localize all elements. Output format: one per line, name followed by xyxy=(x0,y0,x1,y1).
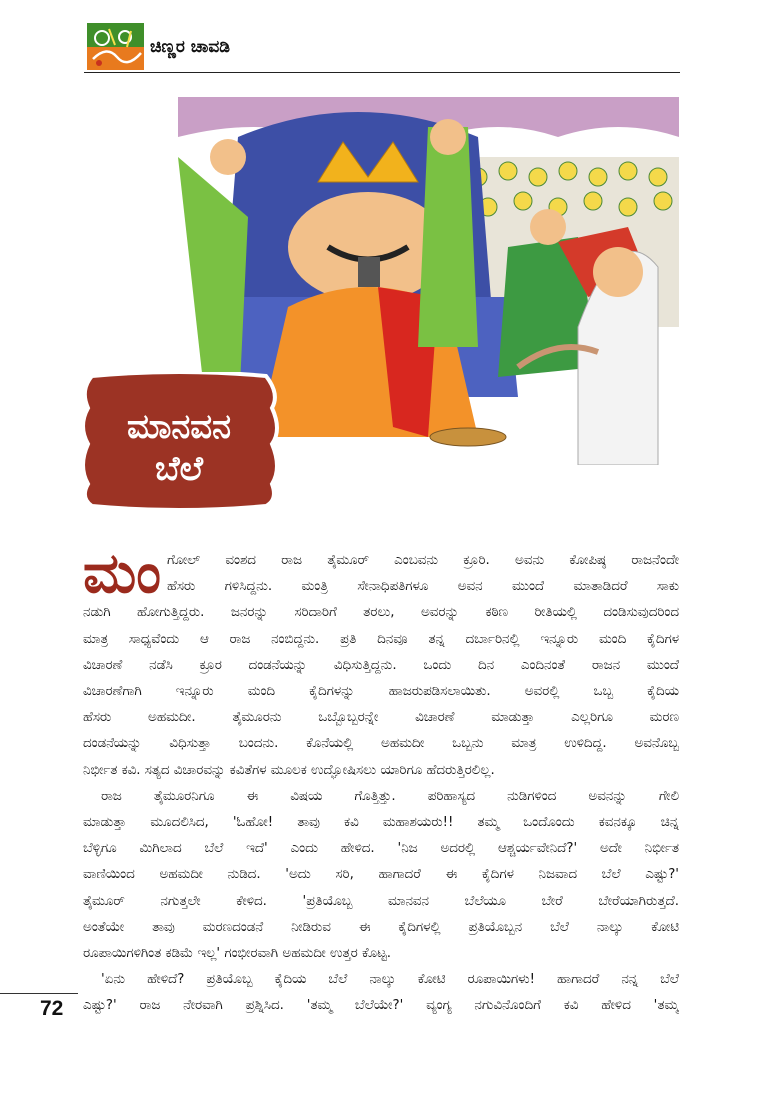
article-line: ತೈಮೂರ್ ನಗುತ್ತಲೇ ಕೇಳಿದ. 'ಪ್ರತಿಯೊಬ್ಬ ಮಾನವನ ಬೆಲೆಯೂ ಬೇರೆ ಬೇರೆಯಾಗಿರುತ್ತದೆ. xyxy=(83,893,679,909)
header-rule xyxy=(84,72,680,73)
article-line: ದಂಡನೆಯನ್ನು ವಿಧಿಸುತ್ತಾ ಬಂದನು. ಕೊನೆಯಲ್ಲಿ ಅಹಮದೀ ಒಬ್ಬನು ಮಾತ್ರ ಉಳಿದಿದ್ದ. ಅವನೊಬ್ಬ xyxy=(83,736,679,752)
article-line: 'ಏನು ಹೇಳಿದೆ? ಪ್ರತಿಯೊಬ್ಬ ಕೈದಿಯ ಬೆಲೆ ನಾಲ್ಕು ಕೋಟಿ ರೂಪಾಯಿಗಳು! ಹಾಗಾದರೆ ನನ್ನ ಬೆಲೆ xyxy=(101,972,679,988)
article-line: ಮಾಡುತ್ತಾ ಮೂದಲಿಸಿದ, 'ಓಹೋ! ತಾವು ಕವಿ ಮಹಾಶಯರು!! ತಮ್ಮ ಒಂದೊಂದು ಕವನಕ್ಕೂ ಚಿನ್ನ xyxy=(83,815,679,831)
article-line: ಹೆಸರು ಅಹಮದೀ. ತೈಮೂರನು ಒಬ್ಬೊಬ್ಬರನ್ನೇ ವಿಚಾರಣೆ ಮಾಡುತ್ತಾ ಎಲ್ಲರಿಗೂ ಮರಣ xyxy=(83,710,679,726)
page-header xyxy=(0,0,767,80)
article-title-line-2: ಬೆಲೆ xyxy=(155,449,203,489)
article-line: ಅಂತೆಯೇ ತಾವು ಮರಣದಂಡನೆ ನೀಡಿರುವ ಈ ಕೈದಿಗಳಲ್ಲಿ ಪ್ರತಿಯೊಬ್ಬನ ಬೆಲೆ ನಾಲ್ಕು ಕೋಟಿ xyxy=(83,919,679,935)
section-title: ಚಿಣ್ಣರ ಚಾವಡಿ xyxy=(150,37,231,57)
drop-cap: ಮಂ xyxy=(83,541,162,606)
article-line: ವಿಚಾರಣೆ ನಡೆಸಿ ಕ್ರೂರ ದಂಡನೆಯನ್ನು ವಿಧಿಸುತ್ತಿದ್ದನು. ಒಂದು ದಿನ ಎಂದಿನಂತೆ ರಾಜನ ಮುಂದೆ xyxy=(83,657,679,673)
page-number: 72 xyxy=(40,997,64,1020)
article-line: ರೂಪಾಯಿಗಳಿಗಿಂತ ಕಡಿಮೆ ಇಲ್ಲ' ಗಂಭೀರವಾಗಿ ಅಹಮದೀ ಉತ್ತರ ಕೊಟ್ಟ. xyxy=(83,946,392,962)
article-body xyxy=(83,541,679,1020)
article-line: ವಾಣಿಯಿಂದ ಅಹಮದೀ ನುಡಿದ. 'ಅದು ಸರಿ, ಹಾಗಾದರೆ ಈ ಕೈದಿಗಳ ನಿಜವಾದ ಬೆಲೆ ಎಷ್ಟು?' xyxy=(83,867,679,883)
article-line: ಗೋಲ್ ವಂಶದ ರಾಜ ತೈಮೂರ್ ಎಂಬವನು ಕ್ರೂರಿ. ಅವನು ಕೋಪಿಷ್ಠ ರಾಜನೆಂದೇ xyxy=(167,553,679,568)
article-line: ರಾಜ ತೈಮೂರನಿಗೂ ಈ ವಿಷಯ ಗೊತ್ತಿತ್ತು. ಪರಿಹಾಸ್ಯದ ನುಡಿಗಳಿಂದ ಅವನನ್ನು ಗೇಲಿ xyxy=(101,788,679,804)
article-line: ಮಾತ್ರ ಸಾಧ್ಯವೆಂದು ಆ ರಾಜ ನಂಬಿದ್ದನು. ಪ್ರತಿ ದಿನವೂ ತನ್ನ ದರ್ಬಾರಿನಲ್ಲಿ ಇನ್ನೂರು ಮಂದಿ ಕೈದಿಗಳ xyxy=(83,631,679,647)
article-line: ನಡುಗಿ ಹೋಗುತ್ತಿದ್ದರು. ಜನರನ್ನು ಸರಿದಾರಿಗೆ ತರಲು, ಅವರನ್ನು ಕಠಿಣ ರೀತಿಯಲ್ಲಿ ದಂಡಿಸುವುದರಿಂದ xyxy=(83,605,679,621)
article-title-line-1: ಮಾನವನ xyxy=(127,407,231,447)
article-line: ವಿಚಾರಣೆಗಾಗಿ ಇನ್ನೂರು ಮಂದಿ ಕೈದಿಗಳನ್ನು ಹಾಜರುಪಡಿಸಲಾಯಿತು. ಅವರಲ್ಲಿ ಒಬ್ಬ ಕೈದಿಯ xyxy=(83,684,679,700)
article-line: ನಿರ್ಭೀತ ಕವಿ. ಸತ್ಯದ ವಿಚಾರವನ್ನು ಕವಿತೆಗಳ ಮೂಲಕ ಉದ್ಘೋಷಿಸಲು ಯಾರಿಗೂ ಹೆದರುತ್ತಿರಲಿಲ್ಲ. xyxy=(83,762,495,778)
article-line: ಬೆಳ್ಳಿಗೂ ಮಿಗಿಲಾದ ಬೆಲೆ ಇದೆ' ಎಂದು ಹೇಳಿದ. 'ನಿಜ ಅದರಲ್ಲಿ ಆಶ್ಚರ್ಯವೇನಿದೆ?' ಅದೇ ನಿರ್ಭೀತ xyxy=(83,841,679,857)
children-play-logo-icon xyxy=(87,23,144,70)
article-line: ಎಷ್ಟು?' ರಾಜ ನೇರವಾಗಿ ಪ್ರಶ್ನಿಸಿದ. 'ತಮ್ಮ ಬೆಲೆಯೇ?' ವ್ಯಂಗ್ಯ ನಗುವಿನೊಂದಿಗೆ ಕವಿ ಹೇಳಿದ 'ತಮ್ಮ xyxy=(83,998,679,1014)
footer-rule xyxy=(0,993,78,994)
article-line: ಹೆಸರು ಗಳಿಸಿದ್ದನು. ಮಂತ್ರಿ ಸೇನಾಧಿಪತಿಗಳೂ ಅವನ ಮುಂದೆ ಮಾತಾಡಿದರೆ ಸಾಕು xyxy=(167,579,679,595)
